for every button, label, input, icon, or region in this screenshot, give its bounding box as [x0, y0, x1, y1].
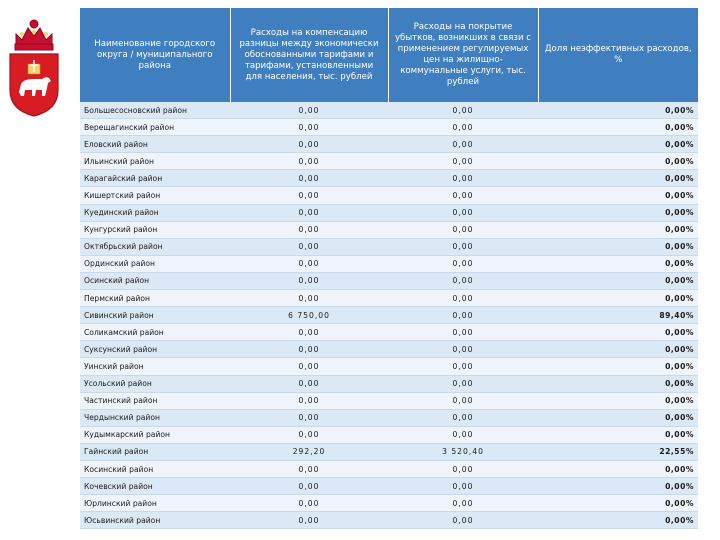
table-row	[80, 460, 698, 477]
loss-coverage-cell: 0,00	[388, 153, 538, 170]
municipality-cell: Уинский район	[80, 358, 230, 375]
table-row	[80, 153, 698, 170]
table-row	[80, 358, 698, 375]
loss-coverage-cell: 0,00	[388, 495, 538, 512]
inefficient-share-cell: 0,00%	[538, 255, 698, 272]
municipality-cell: Ильинский район	[80, 153, 230, 170]
loss-coverage-cell: 0,00	[388, 255, 538, 272]
inefficient-share-cell: 0,00%	[538, 460, 698, 477]
table-row	[80, 409, 698, 426]
compensation-cell: 0,00	[230, 119, 388, 136]
municipality-cell: Большесосновский район	[80, 102, 230, 119]
compensation-cell: 0,00	[230, 478, 388, 495]
municipality-cell: Ординский район	[80, 255, 230, 272]
municipality-cell: Сивинский район	[80, 307, 230, 324]
compensation-cell: 0,00	[230, 324, 388, 341]
loss-coverage-cell: 0,00	[388, 375, 538, 392]
compensation-cell: 0,00	[230, 392, 388, 409]
table-row	[80, 443, 698, 460]
inefficient-share-cell: 0,00%	[538, 221, 698, 238]
compensation-cell: 0,00	[230, 272, 388, 289]
compensation-cell: 0,00	[230, 204, 388, 221]
table-row	[80, 170, 698, 187]
inefficient-share-cell: 0,00%	[538, 324, 698, 341]
loss-coverage-cell: 0,00	[388, 409, 538, 426]
loss-coverage-cell: 0,00	[388, 272, 538, 289]
coat-of-arms-icon	[6, 6, 62, 118]
header-loss-coverage-expenses: Расходы на покрытие убытков, возникших в связи с применением регулируемых цен на жилищно-коммунальные услуги, тыс. рублей	[388, 8, 538, 102]
table-row	[80, 136, 698, 153]
municipality-cell: Гайнский район	[80, 443, 230, 460]
loss-coverage-cell: 0,00	[388, 290, 538, 307]
header-municipality: Наименование городского округа / муниципального района	[80, 8, 230, 102]
loss-coverage-cell: 0,00	[388, 358, 538, 375]
inefficient-share-cell: 0,00%	[538, 119, 698, 136]
compensation-cell: 0,00	[230, 170, 388, 187]
compensation-cell: 292,20	[230, 443, 388, 460]
municipality-cell: Кочевский район	[80, 478, 230, 495]
municipality-cell: Косинский район	[80, 460, 230, 477]
compensation-cell: 0,00	[230, 341, 388, 358]
table-row	[80, 512, 698, 529]
inefficient-share-cell: 0,00%	[538, 153, 698, 170]
municipality-cell: Октябрьский район	[80, 238, 230, 255]
table-row	[80, 187, 698, 204]
municipality-cell: Суксунский район	[80, 341, 230, 358]
inefficient-share-cell: 0,00%	[538, 495, 698, 512]
compensation-cell: 0,00	[230, 460, 388, 477]
municipality-cell: Чердынский район	[80, 409, 230, 426]
inefficient-share-cell: 0,00%	[538, 426, 698, 443]
loss-coverage-cell: 0,00	[388, 426, 538, 443]
compensation-cell: 0,00	[230, 255, 388, 272]
compensation-cell: 0,00	[230, 426, 388, 443]
inefficient-share-cell: 0,00%	[538, 204, 698, 221]
loss-coverage-cell: 0,00	[388, 136, 538, 153]
municipality-cell: Усольский район	[80, 375, 230, 392]
compensation-cell: 0,00	[230, 153, 388, 170]
inefficient-share-cell: 89,40%	[538, 307, 698, 324]
compensation-cell: 0,00	[230, 495, 388, 512]
compensation-cell: 0,00	[230, 512, 388, 529]
loss-coverage-cell: 0,00	[388, 392, 538, 409]
table-row	[80, 341, 698, 358]
loss-coverage-cell: 0,00	[388, 187, 538, 204]
municipality-cell: Юрлинский район	[80, 495, 230, 512]
inefficient-share-cell: 0,00%	[538, 358, 698, 375]
table-row	[80, 272, 698, 289]
municipality-cell: Частинский район	[80, 392, 230, 409]
municipality-cell: Карагайский район	[80, 170, 230, 187]
municipality-cell: Кунгурский район	[80, 221, 230, 238]
compensation-cell: 0,00	[230, 102, 388, 119]
loss-coverage-cell: 0,00	[388, 307, 538, 324]
inefficient-share-cell: 0,00%	[538, 187, 698, 204]
compensation-cell: 0,00	[230, 238, 388, 255]
table-row	[80, 307, 698, 324]
table-row	[80, 119, 698, 136]
municipality-cell: Соликамский район	[80, 324, 230, 341]
table-row	[80, 324, 698, 341]
table-row	[80, 426, 698, 443]
loss-coverage-cell: 3 520,40	[388, 443, 538, 460]
table-row	[80, 255, 698, 272]
compensation-cell: 0,00	[230, 187, 388, 204]
municipality-cell: Куединский район	[80, 204, 230, 221]
inefficient-share-cell: 0,00%	[538, 238, 698, 255]
compensation-cell: 0,00	[230, 358, 388, 375]
loss-coverage-cell: 0,00	[388, 170, 538, 187]
inefficient-share-cell: 0,00%	[538, 392, 698, 409]
loss-coverage-cell: 0,00	[388, 204, 538, 221]
loss-coverage-cell: 0,00	[388, 238, 538, 255]
inefficient-share-cell: 0,00%	[538, 409, 698, 426]
inefficient-share-cell: 0,00%	[538, 512, 698, 529]
loss-coverage-cell: 0,00	[388, 512, 538, 529]
table-row	[80, 478, 698, 495]
loss-coverage-cell: 0,00	[388, 119, 538, 136]
table-row	[80, 290, 698, 307]
table-row	[80, 238, 698, 255]
loss-coverage-cell: 0,00	[388, 460, 538, 477]
loss-coverage-cell: 0,00	[388, 478, 538, 495]
compensation-cell: 0,00	[230, 375, 388, 392]
municipality-cell: Юсьвинский район	[80, 512, 230, 529]
compensation-cell: 0,00	[230, 221, 388, 238]
perm-krai-coat-of-arms	[6, 6, 62, 118]
inefficient-share-cell: 22,55%	[538, 443, 698, 460]
table-header-row	[80, 8, 698, 102]
table-row	[80, 495, 698, 512]
header-inefficient-share: Доля неэффективных расходов, %	[538, 8, 698, 102]
table-row	[80, 392, 698, 409]
inefficient-share-cell: 0,00%	[538, 375, 698, 392]
inefficient-share-cell: 0,00%	[538, 290, 698, 307]
loss-coverage-cell: 0,00	[388, 324, 538, 341]
loss-coverage-cell: 0,00	[388, 102, 538, 119]
compensation-cell: 6 750,00	[230, 307, 388, 324]
compensation-cell: 0,00	[230, 409, 388, 426]
loss-coverage-cell: 0,00	[388, 341, 538, 358]
compensation-cell: 0,00	[230, 290, 388, 307]
municipality-cell: Пермский район	[80, 290, 230, 307]
inefficient-share-cell: 0,00%	[538, 478, 698, 495]
municipality-cell: Кудымкарский район	[80, 426, 230, 443]
inefficient-share-cell: 0,00%	[538, 170, 698, 187]
table-row	[80, 375, 698, 392]
table-row	[80, 102, 698, 119]
municipality-cell: Верещагинский район	[80, 119, 230, 136]
inefficient-share-cell: 0,00%	[538, 136, 698, 153]
municipality-cell: Осинский район	[80, 272, 230, 289]
municipality-cell: Кишертский район	[80, 187, 230, 204]
inefficient-share-cell: 0,00%	[538, 272, 698, 289]
inefficient-share-cell: 0,00%	[538, 341, 698, 358]
municipality-cell: Еловский район	[80, 136, 230, 153]
inefficient-share-cell: 0,00%	[538, 102, 698, 119]
loss-coverage-cell: 0,00	[388, 221, 538, 238]
table-row	[80, 221, 698, 238]
expenses-table	[80, 8, 698, 529]
table-row	[80, 204, 698, 221]
header-compensation-expenses: Расходы на компенсацию разницы между экономически обоснованными тарифами и тарифами, установленными для населения, тыс. рублей	[230, 8, 388, 102]
compensation-cell: 0,00	[230, 136, 388, 153]
